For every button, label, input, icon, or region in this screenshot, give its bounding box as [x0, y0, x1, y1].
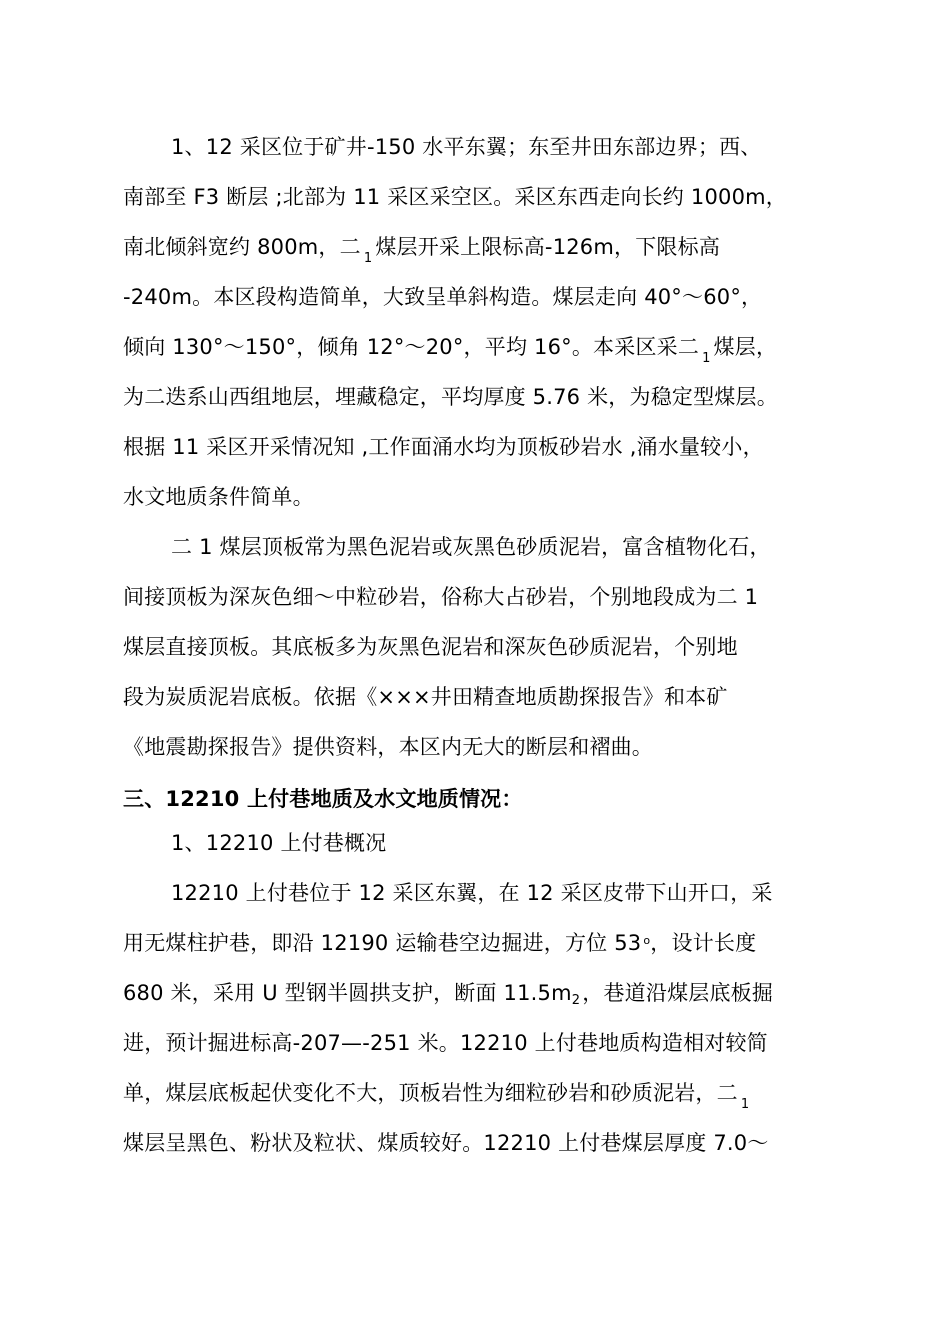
paragraph-3-line-1: 12210 上付巷位于 12 采区东翼，在 12 采区皮带下山开口，采	[171, 881, 773, 905]
text-segment: 用无煤柱护巷，即沿 12190 运输巷空边掘进，方位 53	[123, 931, 642, 955]
paragraph-2-line-2: 间接顶板为深灰色细～中粒砂岩，俗称大占砂岩，个别地段成为二 1	[123, 585, 759, 609]
paragraph-1-line-2: 南部至 F3 断层 ;北部为 11 采区采空区。采区东西走向长约 1000m，	[123, 185, 787, 209]
paragraph-3-line-5	[123, 1078, 752, 1112]
paragraph-1-line-3	[123, 232, 720, 266]
paragraph-2-line-5: 《地震勘探报告》提供资料，本区内无大的断层和褶曲。	[123, 735, 653, 759]
subscript: 2	[571, 993, 581, 1008]
text-segment: ，设计长度	[650, 931, 757, 955]
degree-mark: o	[643, 934, 651, 947]
paragraph-1-line-4: -240m。本区段构造简单，大致呈单斜构造。煤层走向 40°～60°，	[123, 285, 763, 309]
subscript: 1	[740, 1097, 750, 1112]
paragraph-1-line-7: 根据 11 采区开采情况知 ,工作面涌水均为顶板砂岩水 ,涌水量较小，	[123, 435, 764, 459]
subscript: 1	[702, 351, 711, 366]
text-segment: 单，煤层底板起伏变化不大，顶板岩性为细粒砂岩和砂质泥岩，二	[123, 1081, 738, 1105]
paragraph-2-line-1: 二 1 煤层顶板常为黑色泥岩或灰黑色砂质泥岩，富含植物化石，	[171, 535, 771, 559]
paragraph-1-line-5	[123, 332, 777, 366]
paragraph-1-line-8: 水文地质条件简单。	[123, 485, 314, 509]
paragraph-3-line-3	[123, 978, 773, 1012]
text-segment: 倾向 130°～150°，倾角 12°～20°，平均 16°。本采区采二	[123, 335, 700, 359]
paragraph-3-line-4: 进，预计掘进标高-207—-251 米。12210 上付巷地质构造相对较简	[123, 1031, 768, 1055]
subheading: 1、12210 上付巷概况	[171, 831, 387, 855]
text-segment: 680 米，采用 U 型钢半圆拱支护，断面 11.5m	[123, 981, 572, 1005]
paragraph-1-line-6: 为二迭系山西组地层，埋藏稳定，平均厚度 5.76 米，为稳定型煤层。	[123, 385, 778, 409]
text-segment: ，巷道沿煤层底板掘	[582, 981, 774, 1005]
section-heading: 三、12210 上付巷地质及水文地质情况：	[123, 787, 523, 811]
paragraph-1-line-1: 1、12 采区位于矿井-150 水平东翼；东至井田东部边界；西、	[171, 135, 762, 159]
paragraph-3-line-2	[123, 928, 756, 962]
paragraph-2-line-3: 煤层直接顶板。其底板多为灰黑色泥岩和深灰色砂质泥岩，个别地	[123, 635, 738, 659]
text-segment: 南北倾斜宽约 800m，二	[123, 235, 361, 259]
subscript: 1	[363, 251, 373, 266]
paragraph-3-line-6: 煤层呈黑色、粉状及粒状、煤质较好。12210 上付巷煤层厚度 7.0～	[123, 1131, 769, 1155]
text-segment: 煤层开采上限标高-126m，下限标高	[375, 235, 721, 259]
text-segment: 煤层，	[713, 335, 778, 359]
paragraph-2-line-4: 段为炭质泥岩底板。依据《×××井田精查地质勘探报告》和本矿	[123, 685, 728, 709]
